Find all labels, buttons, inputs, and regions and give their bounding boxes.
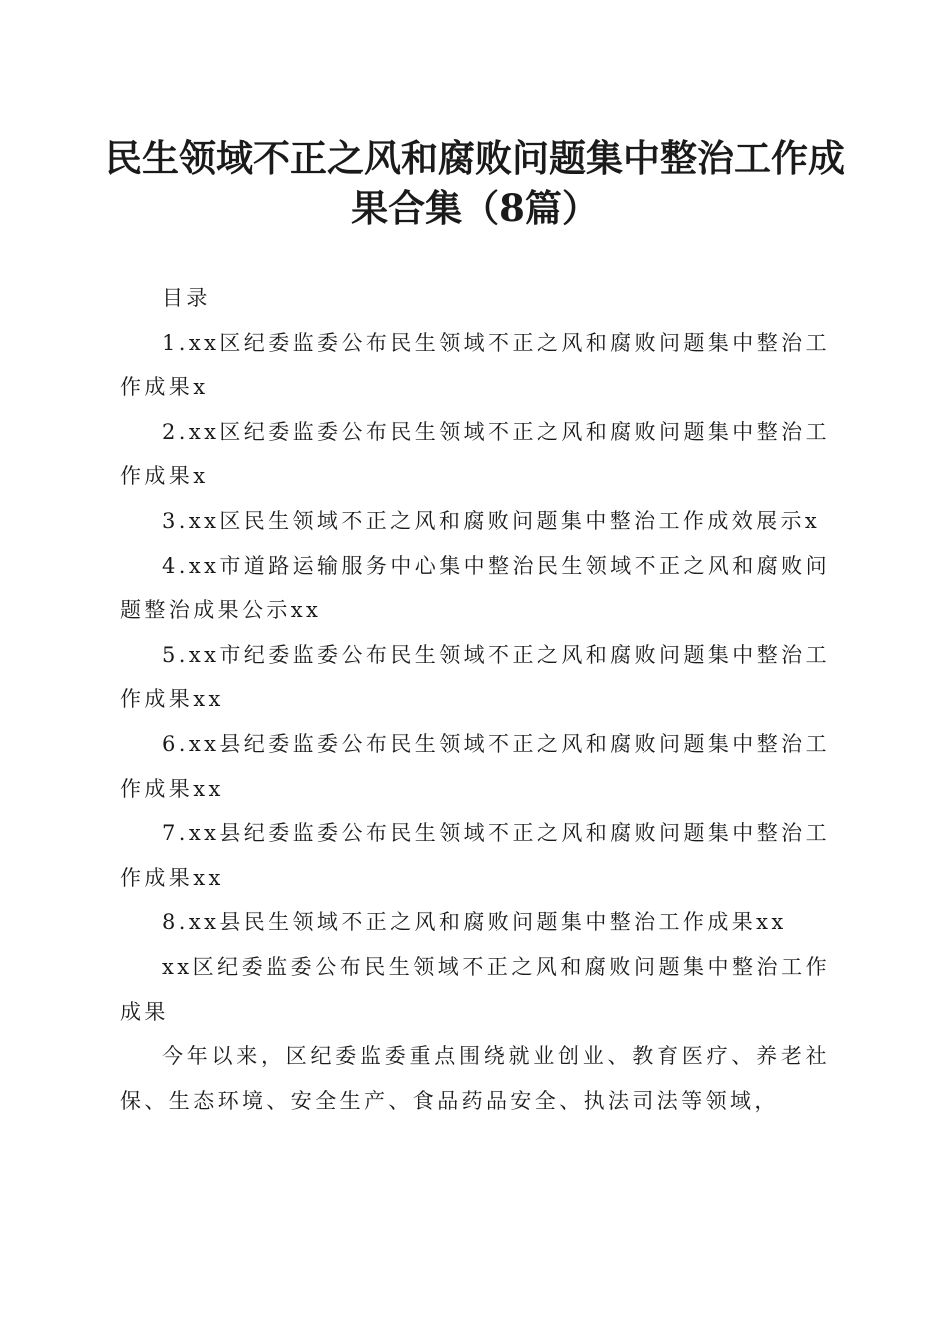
document-body <box>120 276 830 1123</box>
title-line-2: 果合集（8篇） <box>351 186 599 230</box>
toc-item-6: 6.xx县纪委监委公布民生领域不正之风和腐败问题集中整治工作成果xx <box>120 731 830 801</box>
toc-item-7: 7.xx县纪委监委公布民生领域不正之风和腐败问题集中整治工作成果xx <box>120 821 830 890</box>
body-paragraph: 今年以来，区纪委监委重点围绕就业创业、教育医疗、养老社保、生态环境、安全生产、食品药品安全、执法司法等领域， <box>120 1044 830 1113</box>
toc-item-4: 4.xx市道路运输服务中心集中整治民生领域不正之风和腐败问题整治成果公示xx <box>120 553 830 623</box>
toc-item-3: 3.xx区民生领域不正之风和腐败问题集中整治工作成效展示x <box>162 508 821 533</box>
title-line-1: 民生领域不正之风和腐败问题集中整治工作成 <box>105 136 845 180</box>
toc-heading: 目录 <box>162 286 211 310</box>
toc-item-1: 1.xx区纪委监委公布民生领域不正之风和腐败问题集中整治工作成果x <box>120 330 830 400</box>
document-title <box>100 133 850 233</box>
toc-item-8: 8.xx县民生领域不正之风和腐败问题集中整治工作成果xx <box>162 910 787 935</box>
section-heading: xx区纪委监委公布民生领域不正之风和腐败问题集中整治工作成果 <box>120 954 830 1024</box>
toc-item-5: 5.xx市纪委监委公布民生领域不正之风和腐败问题集中整治工作成果xx <box>120 642 830 712</box>
toc-item-2: 2.xx区纪委监委公布民生领域不正之风和腐败问题集中整治工作成果x <box>120 419 830 489</box>
